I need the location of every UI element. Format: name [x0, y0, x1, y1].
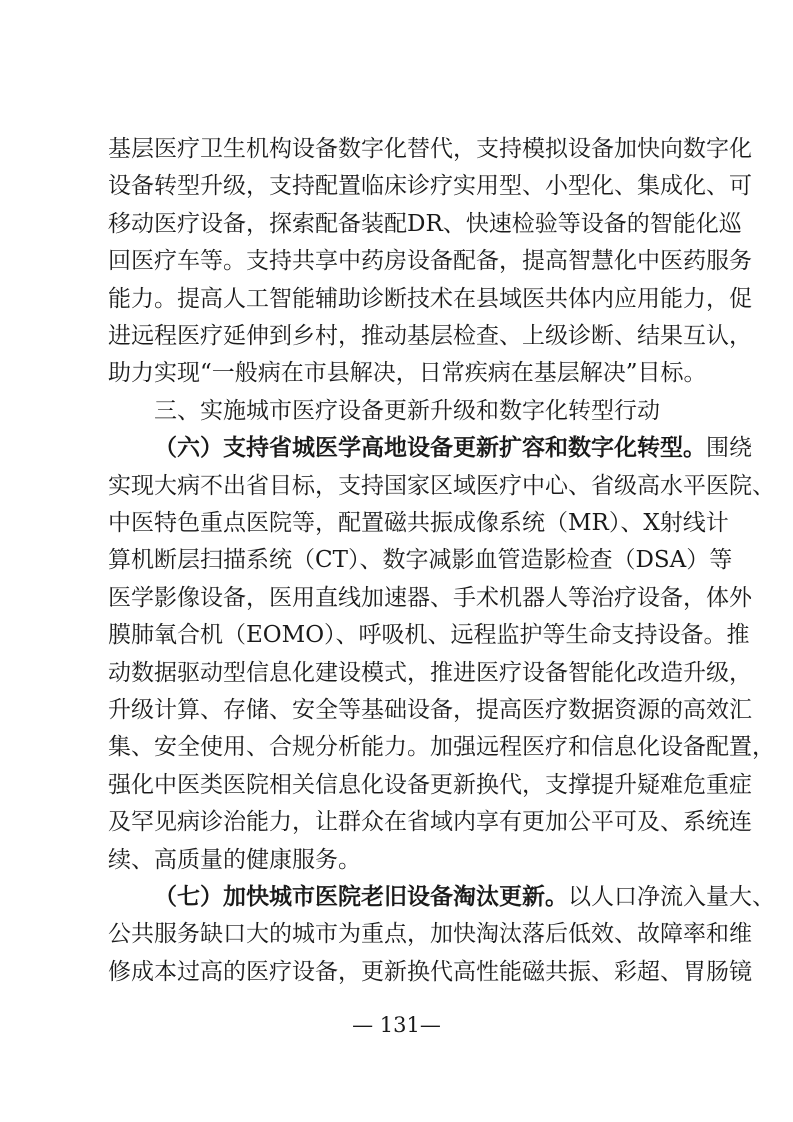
text-line: 算机断层扫描系统（CT）、数字减影血管造影检查（DSA）等 [108, 547, 733, 573]
text-line: 续、高质量的健康服务。 [108, 847, 361, 873]
paragraph-six-first-line [154, 430, 752, 466]
text-line: 进远程医疗延伸到乡村，推动基层检查、上级诊断、结果互认， [108, 323, 752, 349]
text-line: 公共服务缺口大的城市为重点，加快淘汰落后低效、故障率和维 [108, 921, 752, 947]
text-line: 升级计算、存储、安全等基础设备，提高医疗数据资源的高效汇 [108, 697, 752, 723]
paragraph-seven-first-line [154, 879, 775, 915]
paragraph-seven-title: （七）加快城市医院老旧设备淘汰更新。 [154, 884, 568, 910]
text-line: 设备转型升级，支持配置临床诊疗实用型、小型化、集成化、可 [108, 173, 752, 199]
text-line: 膜肺氧合机（EOMO）、呼吸机、远程监护等生命支持设备。推 [108, 622, 750, 648]
text-line: 能力。提高人工智能辅助诊断技术在县域医共体内应用能力，促 [108, 286, 752, 312]
text-line: 集、安全使用、合规分析能力。加强远程医疗和信息化设备配置， [108, 734, 775, 760]
paragraph-seven-text: 以人口净流入量大、 [568, 884, 775, 910]
text-line: 动数据驱动型信息化建设模式，推进医疗设备智能化改造升级， [108, 660, 752, 686]
text-line: 移动医疗设备，探索配备装配DR、快速检验等设备的智能化巡 [108, 211, 742, 237]
text-line: 及罕见病诊治能力，让群众在省域内享有更加公平可及、系统连 [108, 809, 752, 835]
text-line: 实现大病不出省目标，支持国家区域医疗中心、省级高水平医院、 [108, 473, 775, 499]
text-line: 强化中医类医院相关信息化设备更新换代，支撑提升疑难危重症 [108, 772, 752, 798]
paragraph-six-text: 围绕 [706, 435, 752, 461]
text-line: 中医特色重点医院等，配置磁共振成像系统（MR）、X射线计 [108, 510, 729, 536]
text-line: 回医疗车等。支持共享中药房设备配备，提高智慧化中医药服务 [108, 248, 752, 274]
paragraph-six-title: （六）支持省城医学高地设备更新扩容和数字化转型。 [154, 435, 706, 461]
text-line: 医学影像设备，医用直线加速器、手术机器人等治疗设备，体外 [108, 585, 752, 611]
section-heading: 三、实施城市医疗设备更新升级和数字化转型行动 [154, 398, 660, 424]
text-line: 基层医疗卫生机构设备数字化替代，支持模拟设备加快向数字化 [108, 136, 752, 162]
text-line: 助力实现“一般病在市县解决，日常疾病在基层解决”目标。 [108, 360, 707, 386]
text-line: 修成本过高的医疗设备，更新换代高性能磁共振、彩超、胃肠镜 [108, 959, 752, 985]
page-number: — 131— [352, 1013, 441, 1037]
